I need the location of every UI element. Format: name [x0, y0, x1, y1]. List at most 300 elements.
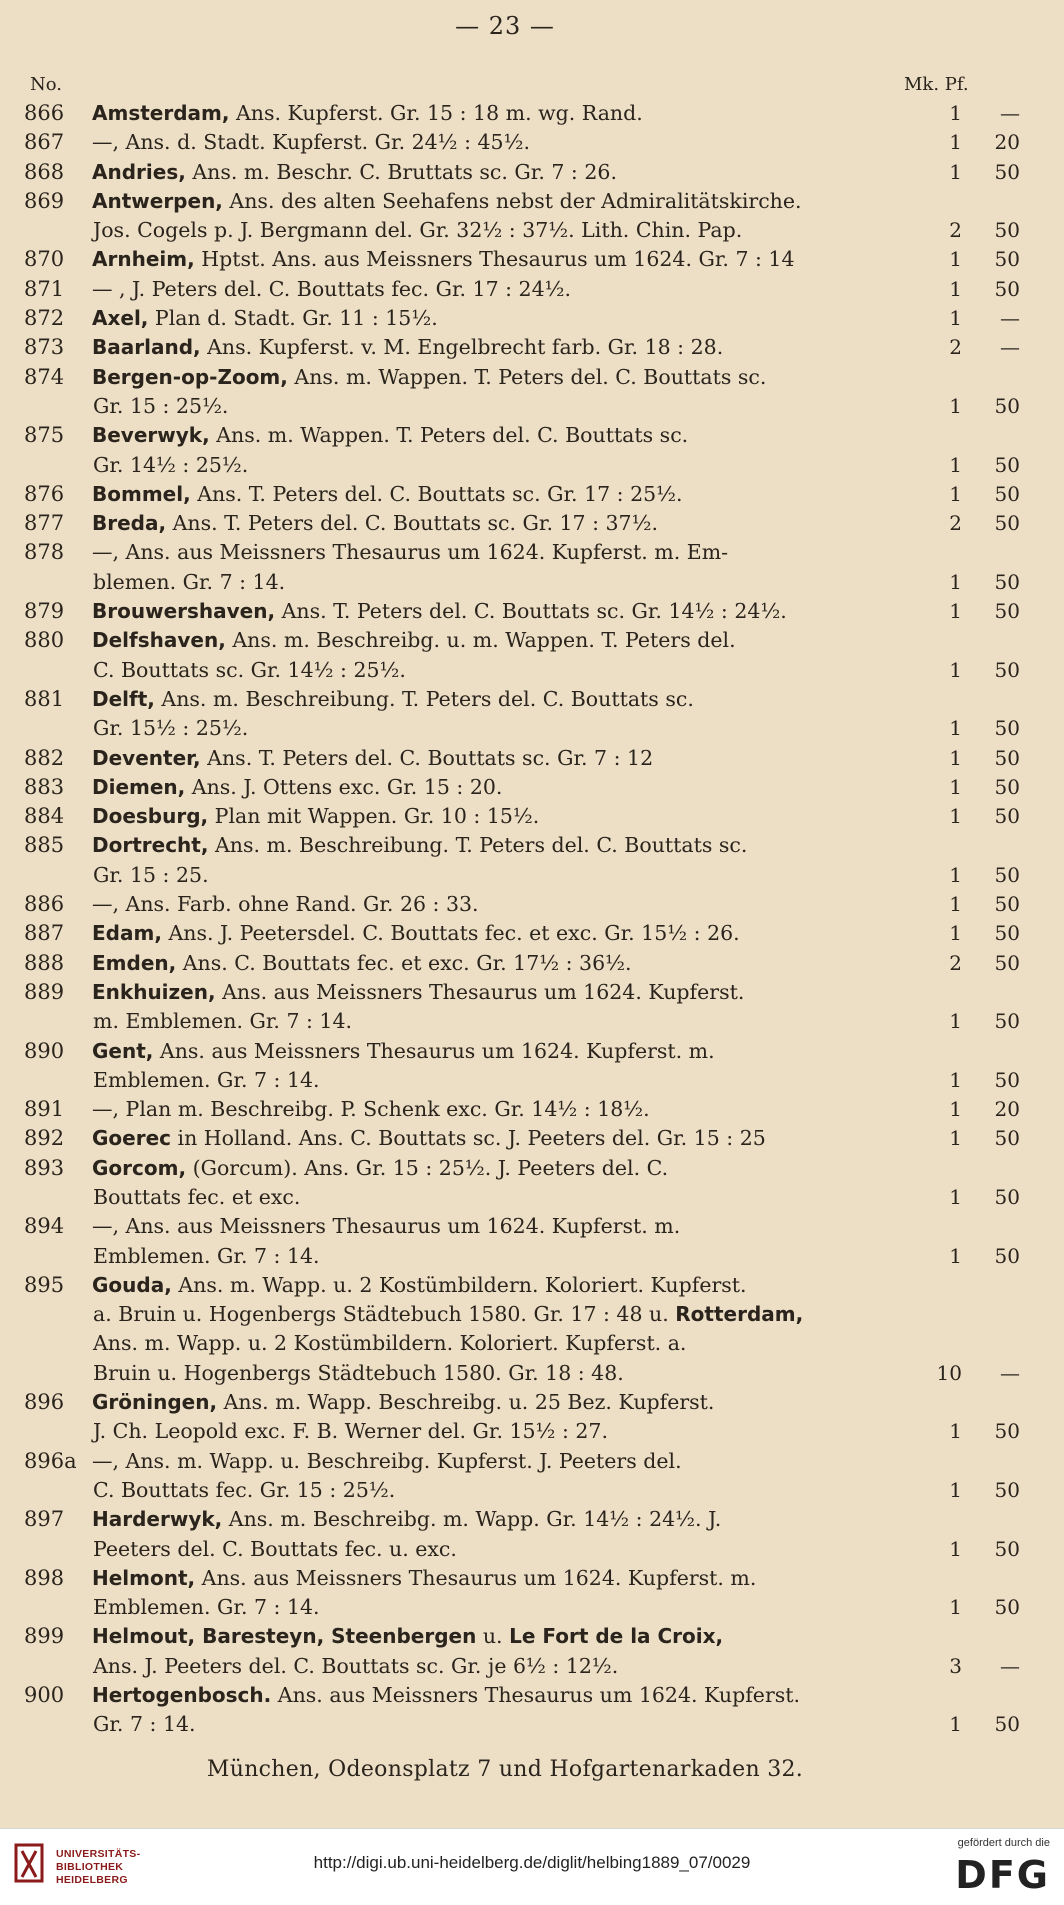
entry-price	[922, 128, 1052, 157]
entry-text	[92, 1535, 457, 1564]
price-marks: 1	[949, 599, 962, 624]
catalog-entry	[24, 1681, 1020, 1740]
entry-number: 870	[24, 247, 65, 272]
entry-price	[922, 773, 1052, 802]
entry-description: Ans. m. Beschreibg. u. m. Wappen. T. Peters del.	[225, 628, 736, 653]
price-pfennig: —	[1000, 1653, 1020, 1678]
entry-line	[92, 1593, 1020, 1622]
entry-description: Ans. T. Peters del. C. Bouttats sc. Gr. 17 : 37½.	[166, 511, 658, 536]
entry-number: 898	[24, 1565, 65, 1590]
price-pfennig: 50	[994, 862, 1020, 887]
entry-price	[922, 245, 1052, 274]
entry-number: 885	[24, 833, 65, 858]
entry-text	[92, 831, 747, 860]
entry-number: 867	[24, 130, 65, 155]
price-marks: 1	[949, 393, 962, 418]
entry-line	[92, 451, 1020, 480]
entry-line	[24, 802, 1020, 831]
price-marks: 2	[949, 218, 962, 243]
place-name: Brouwershaven,	[92, 599, 276, 624]
entry-description: Bruin u. Hogenbergs Städtebuch 1580. Gr. 18 : 48.	[93, 1360, 624, 1385]
entry-number: 874	[24, 364, 65, 389]
price-marks: 1	[949, 1067, 962, 1092]
entry-number: 893	[24, 1155, 65, 1180]
entry-text	[92, 1271, 747, 1300]
entry-text	[92, 656, 406, 685]
entry-price	[922, 714, 1052, 743]
entry-text	[92, 187, 802, 216]
entry-description: Plan d. Stadt. Gr. 11 : 15½.	[148, 306, 438, 331]
entry-price	[922, 1066, 1052, 1095]
entry-line	[92, 1066, 1020, 1095]
entry-number: 899	[24, 1624, 65, 1649]
entry-description: Ans. aus Meissners Thesaurus um 1624. Kupferst. m.	[153, 1038, 715, 1063]
entry-price	[922, 304, 1052, 333]
entry-line	[92, 1652, 1020, 1681]
entry-description: Ans. des alten Seehafens nebst der Admiralitätskirche.	[222, 188, 802, 213]
entry-text	[92, 363, 766, 392]
price-pfennig: 50	[994, 393, 1020, 418]
catalog-entry	[24, 480, 1020, 509]
entry-description: Ans. Kupferst. Gr. 15 : 18 m. wg. Rand.	[229, 101, 643, 125]
catalog-entry	[24, 626, 1020, 685]
entry-line	[24, 421, 972, 450]
catalog-entry	[24, 509, 1020, 538]
entry-description: Gr. 14½ : 25½.	[93, 452, 249, 477]
entry-description: Ans. m. Beschreibung. T. Peters del. C. Bouttats sc.	[154, 686, 694, 711]
entry-description: Jos. Cogels p. J. Bergmann del. Gr. 32½ : 37½. Lith. Chin. Pap.	[93, 218, 743, 243]
price-pfennig: 50	[994, 774, 1020, 799]
entry-text	[92, 451, 248, 480]
price-marks: 1	[949, 1184, 962, 1209]
price-pfennig: —	[1000, 335, 1020, 360]
price-marks: 1	[949, 306, 962, 331]
place-name: Delfshaven,	[92, 628, 226, 653]
entry-price	[922, 919, 1052, 948]
entry-line	[24, 626, 972, 655]
price-pfennig: 50	[994, 950, 1020, 975]
entry-description: Ans. J. Ottens exc. Gr. 15 : 20.	[185, 774, 503, 799]
entry-description: Ans. aus Meissners Thesaurus um 1624. Kupferst. m.	[195, 1565, 757, 1590]
entry-line	[92, 1007, 1020, 1036]
entry-line	[24, 744, 1020, 773]
entry-text	[92, 1359, 624, 1388]
entry-line	[24, 1681, 972, 1710]
catalog-entry	[24, 744, 1020, 773]
entry-number: 869	[24, 188, 65, 213]
entry-description: Ans. m. Wappen. T. Peters del. C. Bouttats sc.	[209, 423, 689, 448]
entry-line	[24, 1564, 972, 1593]
entry-line	[24, 1037, 972, 1066]
entry-number: 871	[24, 276, 65, 301]
entry-price	[922, 1593, 1052, 1622]
entry-text	[92, 802, 539, 831]
entry-description: blemen. Gr. 7 : 14.	[93, 569, 286, 594]
entry-price	[922, 1124, 1052, 1153]
place-name: Amsterdam,	[92, 101, 230, 125]
column-header-price: Mk. Pf.	[904, 74, 969, 95]
price-pfennig: 50	[994, 745, 1020, 770]
entry-line	[24, 158, 1020, 187]
price-marks: 2	[949, 511, 962, 536]
entry-number: 897	[24, 1507, 65, 1532]
entry-number: 888	[24, 950, 65, 975]
price-marks: 1	[949, 481, 962, 506]
entry-number: 876	[24, 481, 65, 506]
price-pfennig: 50	[994, 716, 1020, 741]
entry-description: m. Emblemen. Gr. 7 : 14.	[93, 1009, 353, 1034]
entry-description: Emblemen. Gr. 7 : 14.	[93, 1067, 320, 1092]
price-pfennig: 20	[994, 130, 1020, 155]
entry-price	[922, 1183, 1052, 1212]
price-pfennig: —	[1000, 306, 1020, 331]
entry-price	[922, 158, 1052, 187]
catalog-entry	[24, 187, 1020, 246]
entry-number: 875	[24, 423, 65, 448]
place-name: Goerec	[92, 1126, 172, 1151]
entry-line	[24, 1388, 972, 1417]
entry-line	[24, 363, 972, 392]
entry-price	[922, 1535, 1052, 1564]
price-pfennig: 50	[994, 481, 1020, 506]
funded-by-label: gefördert durch die	[957, 1837, 1050, 1849]
entry-description: Ans. m. Beschreibung. T. Peters del. C. Bouttats sc.	[208, 833, 748, 858]
permalink-url[interactable]: http://digi.ub.uni-heidelberg.de/diglit/helbing1889_07/0029	[313, 1853, 751, 1872]
entry-text	[92, 392, 228, 421]
entry-description: — , J. Peters del. C. Bouttats fec. Gr. 17 : 24½.	[92, 276, 572, 301]
price-marks: 1	[949, 452, 962, 477]
place-name: Helmout, Baresteyn, Steenbergen	[92, 1624, 477, 1649]
entry-line	[24, 1154, 972, 1183]
entry-line	[24, 275, 1020, 304]
entry-price	[922, 275, 1052, 304]
price-marks: 1	[949, 804, 962, 829]
place-name: Hertogenbosch.	[92, 1683, 272, 1708]
catalog-entry	[24, 538, 1020, 597]
catalog-entry	[24, 158, 1020, 187]
entry-line	[92, 714, 1020, 743]
publisher-address: München, Odeonsplatz 7 und Hofgartenarkaden 32.	[206, 1757, 804, 1782]
entry-description: Ans. J. Peeters del. C. Bouttats sc. Gr. je 6½ : 12½.	[93, 1653, 619, 1678]
catalog-entry	[24, 304, 1020, 333]
entry-text	[92, 1681, 800, 1710]
viewer-footer-bar	[0, 1828, 1064, 1905]
place-name: Harderwyk,	[92, 1507, 223, 1532]
entry-number: 896a	[24, 1448, 77, 1473]
place-name: Bergen-op-Zoom,	[92, 364, 288, 389]
entry-line	[24, 831, 972, 860]
entry-number: 895	[24, 1272, 65, 1297]
entry-price	[922, 1652, 1052, 1681]
entry-number: 889	[24, 979, 65, 1004]
catalog-entry	[24, 1447, 1020, 1506]
entry-text	[92, 568, 285, 597]
price-pfennig: 50	[994, 921, 1020, 946]
entry-description: Ans. C. Bouttats fec. et exc. Gr. 17½ : 36½.	[176, 950, 632, 975]
entry-line	[24, 333, 1020, 362]
price-marks: 1	[949, 716, 962, 741]
entry-text	[92, 128, 530, 157]
entry-price	[922, 656, 1052, 685]
entry-number: 868	[24, 159, 65, 184]
price-pfennig: 50	[994, 1184, 1020, 1209]
entry-description: Gr. 7 : 14.	[93, 1712, 196, 1737]
price-marks: 10	[936, 1360, 962, 1385]
entry-text	[92, 714, 248, 743]
entry-description: J. Ch. Leopold exc. F. B. Werner del. Gr. 15½ : 27.	[93, 1419, 608, 1444]
price-marks: 3	[949, 1653, 962, 1678]
place-name: Diemen,	[92, 774, 186, 799]
entry-text	[92, 1622, 723, 1651]
entry-text	[92, 685, 694, 714]
entry-line	[24, 685, 972, 714]
entry-description: Ans. m. Beschreibg. m. Wapp. Gr. 14½ : 24½. J.	[222, 1507, 722, 1532]
entry-number: 872	[24, 306, 65, 331]
price-marks: 1	[949, 1419, 962, 1444]
catalog-entries	[0, 99, 1020, 1740]
price-pfennig: 50	[994, 247, 1020, 272]
entry-number: 887	[24, 921, 65, 946]
entry-text	[92, 1388, 714, 1417]
entry-line	[24, 304, 1020, 333]
entry-number: 894	[24, 1214, 65, 1239]
entry-price	[922, 949, 1052, 978]
entry-description: Ans. m. Wapp. Beschreibg. u. 25 Bez. Kupferst.	[217, 1390, 715, 1415]
place-name: Gent,	[92, 1038, 154, 1063]
entry-price	[922, 1007, 1052, 1036]
entry-text	[92, 1095, 650, 1124]
entry-description: Ans. aus Meissners Thesaurus um 1624. Kupferst.	[215, 979, 745, 1004]
price-marks: 1	[949, 1595, 962, 1620]
price-pfennig: 50	[994, 159, 1020, 184]
entry-number: 882	[24, 745, 65, 770]
entry-text	[92, 421, 688, 450]
entry-line	[24, 480, 1020, 509]
entry-description: —, Ans. aus Meissners Thesaurus um 1624. Kupferst. m. Em-	[92, 540, 729, 565]
price-pfennig: 50	[994, 1126, 1020, 1151]
entry-line	[92, 1710, 1020, 1739]
entry-description: —, Ans. m. Wapp. u. Beschreibg. Kupferst. J. Peeters del.	[92, 1448, 682, 1473]
place-name: Helmont,	[92, 1565, 196, 1590]
entry-line	[92, 568, 1020, 597]
price-pfennig: 50	[994, 1595, 1020, 1620]
entry-price	[922, 1095, 1052, 1124]
price-pfennig: 50	[994, 1009, 1020, 1034]
place-name: Gorcom,	[92, 1155, 187, 1180]
entry-text	[92, 158, 617, 187]
place-name: Le Fort de la Croix,	[509, 1624, 724, 1649]
entry-line	[92, 1242, 1020, 1271]
entry-description: Ans. m. Wappen. T. Peters del. C. Bouttats sc.	[287, 364, 767, 389]
entry-price	[922, 1476, 1052, 1505]
entry-description: Hptst. Ans. aus Meissners Thesaurus um 1624. Gr. 7 : 14	[194, 247, 795, 272]
entry-number: 891	[24, 1097, 65, 1122]
entry-text	[92, 1447, 682, 1476]
entry-text	[92, 978, 744, 1007]
entry-line	[24, 597, 1020, 626]
price-marks: 1	[949, 862, 962, 887]
price-pfennig: 50	[994, 569, 1020, 594]
library-name-line: BIBLIOTHEK	[56, 1861, 124, 1873]
entry-text	[92, 1476, 395, 1505]
entry-text	[92, 1183, 300, 1212]
entry-text	[92, 626, 736, 655]
entry-line	[92, 1300, 972, 1329]
entry-description: Ans. J. Peetersdel. C. Bouttats fec. et exc. Gr. 15½ : 26.	[161, 921, 740, 946]
price-pfennig: 50	[994, 599, 1020, 624]
catalog-entry	[24, 1388, 1020, 1447]
entry-line	[92, 1329, 972, 1358]
entry-price	[922, 480, 1052, 509]
entry-number: 873	[24, 335, 65, 360]
entry-price	[922, 802, 1052, 831]
entry-description: Ans. T. Peters del. C. Bouttats sc. Gr. 17 : 25½.	[190, 481, 683, 506]
price-pfennig: 50	[994, 218, 1020, 243]
entry-description: Gr. 15 : 25½.	[93, 393, 229, 418]
entry-description: Ans. T. Peters del. C. Bouttats sc. Gr. 7 : 12	[200, 745, 654, 770]
entry-line	[24, 773, 1020, 802]
place-name: Axel,	[92, 306, 149, 331]
entry-line	[92, 1417, 1020, 1446]
price-marks: 1	[949, 774, 962, 799]
entry-description: Gr. 15½ : 25½.	[93, 716, 249, 741]
price-marks: 1	[949, 657, 962, 682]
catalog-entry	[24, 802, 1020, 831]
entry-text	[92, 861, 209, 890]
entry-text	[92, 1417, 608, 1446]
entry-line	[24, 99, 1020, 128]
price-pfennig: —	[1000, 1360, 1020, 1385]
entry-line	[92, 216, 1020, 245]
entry-description: —, Ans. d. Stadt. Kupferst. Gr. 24½ : 45½.	[92, 130, 530, 155]
entry-line	[92, 656, 1020, 685]
entry-number: 896	[24, 1390, 65, 1415]
entry-description: Ans. m. Wapp. u. 2 Kostümbildern. Koloriert. Kupferst.	[171, 1272, 747, 1297]
entry-description: u.	[476, 1624, 510, 1649]
entry-price	[922, 451, 1052, 480]
price-marks: 1	[949, 1712, 962, 1737]
entry-price	[922, 392, 1052, 421]
entry-text	[92, 275, 571, 304]
catalog-entry	[24, 1154, 1020, 1213]
entry-description: Ans. T. Peters del. C. Bouttats sc. Gr. 14½ : 24½.	[275, 599, 787, 624]
price-pfennig: 50	[994, 452, 1020, 477]
entry-line	[92, 1535, 1020, 1564]
price-pfennig: 50	[994, 1477, 1020, 1502]
entry-price	[922, 890, 1052, 919]
entry-line	[24, 890, 1020, 919]
entry-description: a. Bruin u. Hogenbergs Städtebuch 1580. Gr. 17 : 48 u.	[93, 1302, 676, 1327]
place-name: Enkhuizen,	[92, 979, 216, 1004]
catalog-entry	[24, 1564, 1020, 1623]
entry-description: C. Bouttats fec. Gr. 15 : 25½.	[93, 1477, 396, 1502]
entry-text	[92, 1007, 352, 1036]
entry-line	[24, 128, 1020, 157]
entry-text	[92, 919, 740, 948]
place-name: Andries,	[92, 159, 186, 184]
price-pfennig: 50	[994, 276, 1020, 301]
catalog-entry	[24, 949, 1020, 978]
place-name: Antwerpen,	[92, 188, 223, 213]
place-name: Doesburg,	[92, 804, 209, 829]
entry-number: 881	[24, 686, 65, 711]
catalog-entry	[24, 363, 1020, 422]
entry-text	[92, 1300, 803, 1329]
entry-description: —, Plan m. Beschreibg. P. Schenk exc. Gr. 14½ : 18½.	[92, 1097, 650, 1122]
entry-description: Ans. Kupferst. v. M. Engelbrecht farb. Gr. 18 : 28.	[200, 335, 724, 360]
entry-price	[922, 1359, 1052, 1388]
entry-price	[922, 597, 1052, 626]
entry-line	[24, 1212, 972, 1241]
price-marks: 1	[949, 1243, 962, 1268]
entry-line	[92, 1183, 1020, 1212]
entry-number: 879	[24, 599, 65, 624]
entry-line	[24, 538, 972, 567]
price-marks: 1	[949, 101, 962, 125]
catalog-entry	[24, 333, 1020, 362]
entry-line	[24, 1505, 972, 1534]
entry-description: Ans. m. Wapp. u. 2 Kostümbildern. Koloriert. Kupferst. a.	[93, 1331, 687, 1356]
entry-number: 880	[24, 628, 65, 653]
entry-text	[92, 1710, 196, 1739]
catalog-entry	[24, 1505, 1020, 1564]
entry-price	[922, 1710, 1052, 1739]
entry-text	[92, 333, 723, 362]
entry-description: (Gorcum). Ans. Gr. 15 : 25½. J. Peeters del. C.	[186, 1155, 669, 1180]
price-marks: 1	[949, 745, 962, 770]
price-pfennig: 50	[994, 1536, 1020, 1561]
entry-text	[92, 1505, 721, 1534]
catalog-entry	[24, 275, 1020, 304]
price-pfennig: 50	[994, 892, 1020, 917]
entry-text	[92, 1037, 715, 1066]
entry-text	[92, 890, 479, 919]
entry-price	[922, 1417, 1052, 1446]
entry-text	[92, 949, 632, 978]
catalog-entry	[24, 1124, 1020, 1153]
price-marks: 1	[949, 1097, 962, 1122]
entry-text	[92, 480, 683, 509]
catalog-entry	[24, 831, 1020, 890]
price-pfennig: 20	[994, 1097, 1020, 1122]
entry-line	[24, 1271, 972, 1300]
place-name: Breda,	[92, 511, 167, 536]
entry-line	[92, 861, 1020, 890]
price-pfennig: 50	[994, 1419, 1020, 1444]
entry-line	[24, 919, 1020, 948]
entry-description: Emblemen. Gr. 7 : 14.	[93, 1595, 320, 1620]
entry-price	[922, 744, 1052, 773]
entry-description: Plan mit Wappen. Gr. 10 : 15½.	[208, 804, 540, 829]
entry-number: 892	[24, 1126, 65, 1151]
price-marks: 1	[949, 1477, 962, 1502]
catalog-entry	[24, 978, 1020, 1037]
entry-text	[92, 597, 787, 626]
entry-text	[92, 1329, 686, 1358]
entry-description: Ans. m. Beschr. C. Bruttats sc. Gr. 7 : 26.	[185, 159, 617, 184]
catalog-entry	[24, 919, 1020, 948]
price-marks: 1	[949, 569, 962, 594]
price-pfennig: —	[1000, 101, 1020, 125]
entry-text	[92, 773, 502, 802]
price-pfennig: 50	[994, 804, 1020, 829]
place-name: Dortrecht,	[92, 833, 209, 858]
entry-description: in Holland. Ans. C. Bouttats sc. J. Peeters del. Gr. 15 : 25	[171, 1126, 766, 1151]
entry-number: 890	[24, 1038, 65, 1063]
catalog-entry	[24, 890, 1020, 919]
entry-description: C. Bouttats sc. Gr. 14½ : 25½.	[93, 657, 406, 682]
price-marks: 2	[949, 950, 962, 975]
